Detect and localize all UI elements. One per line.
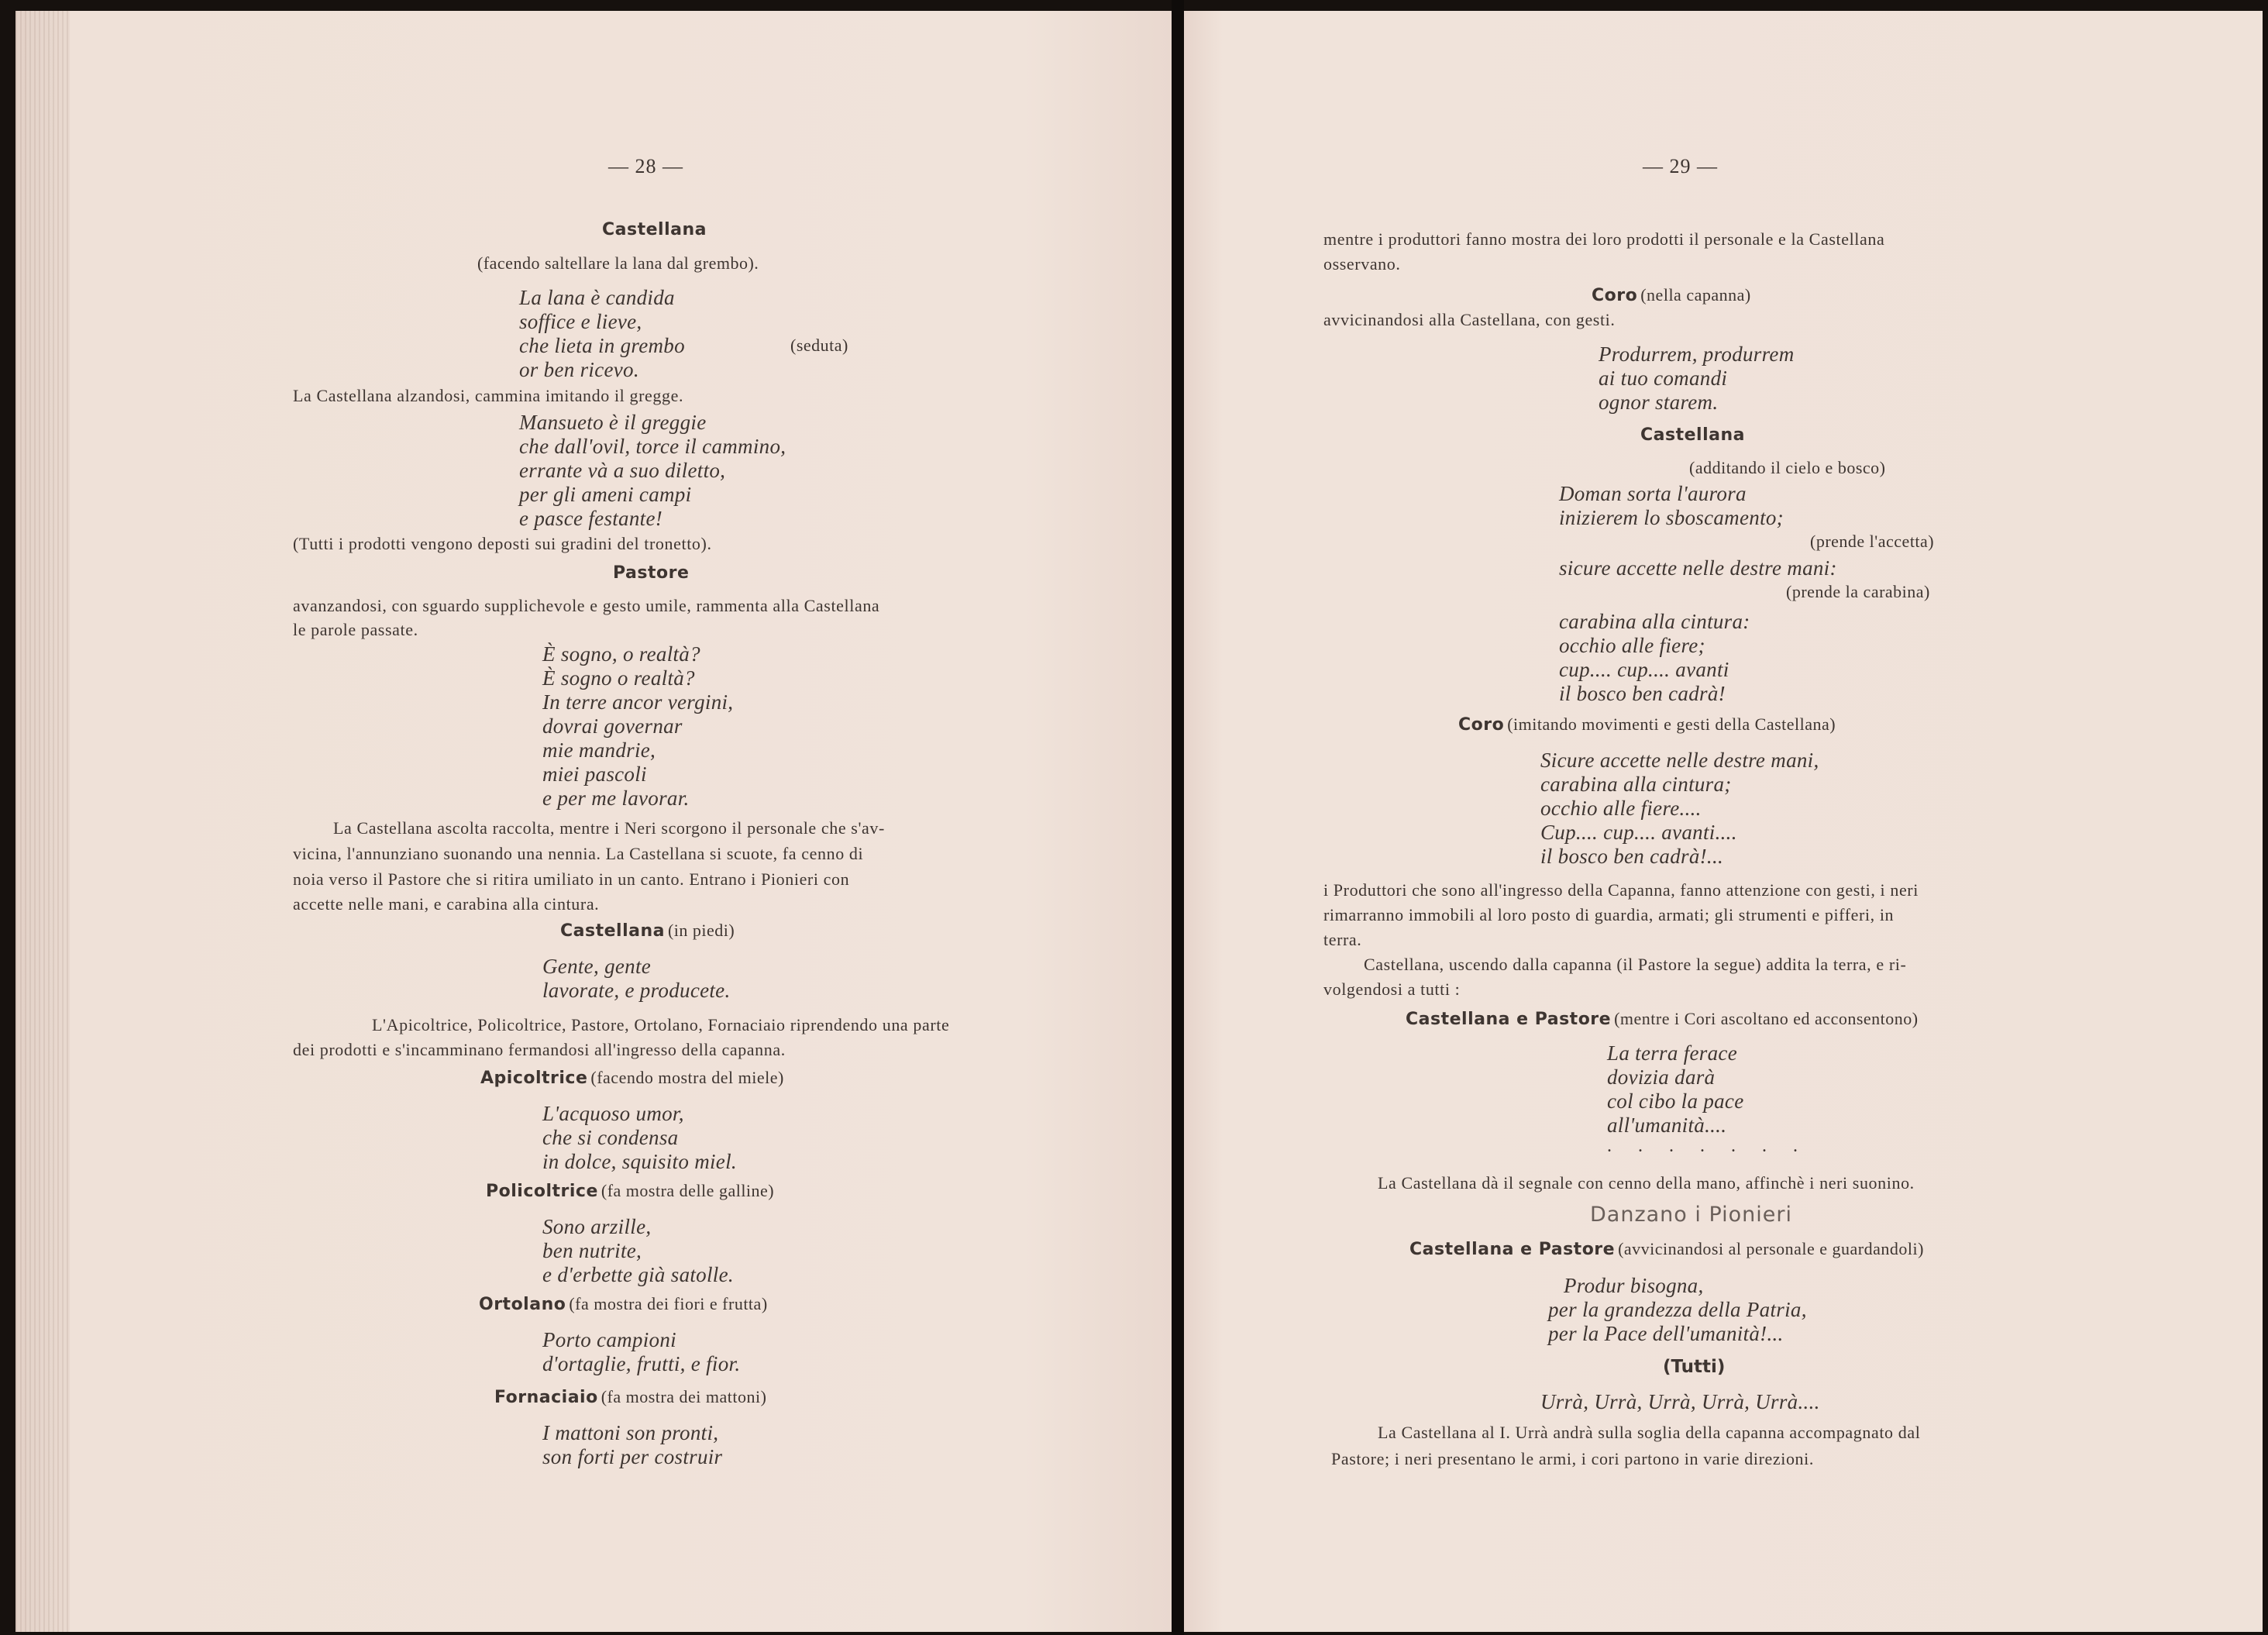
verse-line: per la grandezza della Patria,: [1548, 1298, 1807, 1321]
verse-line: e pasce festante!: [519, 507, 663, 530]
verse-line: Produrrem, produrrem: [1599, 342, 1795, 366]
page-edge: [15, 11, 70, 1632]
speaker-line: [480, 1068, 784, 1088]
speaker-line: [494, 1387, 766, 1407]
verse-line: ai tuo comandi: [1599, 367, 1728, 390]
speaker-policoltrice: Policoltrice: [486, 1182, 598, 1201]
stage-direction: (facendo mostra del miele): [590, 1068, 784, 1087]
verse-line: che si condensa: [542, 1126, 679, 1149]
stage-direction: La Castellana al I. Urrà andrà sulla soglia della capanna accompagnato dal: [1378, 1423, 1921, 1442]
stage-direction: i Produttori che sono all'ingresso della Capanna, fanno attenzione con gesti, i neri: [1323, 880, 1919, 900]
speaker-line: [1592, 285, 1751, 305]
verse-line: La lana è candida: [519, 286, 675, 309]
stage-direction: accette nelle mani, e carabina alla cintura.: [293, 894, 600, 914]
stage-direction: (Tutti i prodotti vengono deposti sui gradini del tronetto).: [293, 534, 712, 553]
left-page: [15, 11, 1172, 1632]
verse-line: che lieta in grembo: [519, 334, 685, 357]
stage-direction: dei prodotti e s'incamminano fermandosi all'ingresso della capanna.: [293, 1040, 786, 1059]
speaker-castellana: Castellana: [1640, 425, 1745, 445]
verse-line: I mattoni son pronti,: [542, 1421, 719, 1444]
stage-aside: (prende la carabina): [1786, 582, 1930, 601]
stage-direction: (avvicinandosi al personale e guardandoli): [1618, 1239, 1924, 1258]
stage-direction: L'Apicoltrice, Policoltrice, Pastore, Ortolano, Fornaciaio riprendendo una parte: [372, 1015, 950, 1034]
speaker-castellana-e-pastore: Castellana e Pastore: [1409, 1240, 1616, 1259]
stage-direction: (fa mostra delle galline): [601, 1181, 775, 1200]
verse-line: Sono arzille,: [542, 1215, 652, 1238]
verse-line: sicure accette nelle destre mani:: [1559, 556, 1837, 580]
speaker-apicoltrice: Apicoltrice: [480, 1069, 588, 1088]
stage-direction: noia verso il Pastore che si ritira umiliato in un canto. Entrano i Pionieri con: [293, 869, 850, 889]
verse-line: per gli ameni campi: [519, 483, 692, 506]
verse-line: col cibo la pace: [1607, 1089, 1744, 1113]
verse-line: L'acquoso umor,: [542, 1102, 684, 1125]
stage-direction: le parole passate.: [293, 620, 418, 639]
stage-direction: Pastore; i neri presentano le armi, i cori partono in varie direzioni.: [1331, 1449, 1814, 1468]
verse-line: ognor starem.: [1599, 391, 1719, 414]
verse-line: all'umanità....: [1607, 1114, 1727, 1137]
verse-line: d'ortaglie, frutti, e fior.: [542, 1352, 741, 1375]
stage-direction: avvicinandosi alla Castellana, con gesti.: [1323, 310, 1616, 329]
speaker-fornaciaio: Fornaciaio: [494, 1388, 598, 1407]
urra-line: Urrà, Urrà, Urrà, Urrà, Urrà....: [1540, 1390, 1820, 1413]
speaker-line: [1406, 1009, 1919, 1029]
stage-direction: (mentre i Cori ascoltano ed acconsentono): [1614, 1009, 1919, 1028]
tutti-heading: (Tutti): [1663, 1357, 1726, 1377]
right-page: [1184, 11, 2263, 1632]
stage-direction: rimarranno immobili al loro posto di guardia, armati; gli strumenti e pifferi, in: [1323, 905, 1895, 924]
verse-line: Sicure accette nelle destre mani,: [1540, 749, 1819, 772]
verse-line: il bosco ben cadrà!...: [1540, 845, 1724, 868]
verse-line: La terra ferace: [1607, 1041, 1737, 1065]
stage-direction: (additando il cielo e bosco): [1689, 458, 1886, 477]
dance-heading: Danzano i Pionieri: [1590, 1203, 1792, 1227]
stage-aside: (prende l'accetta): [1810, 532, 1935, 551]
stage-direction: La Castellana dà il segnale con cenno della mano, affinchè i neri suonino.: [1378, 1173, 1915, 1193]
verse-line: ben nutrite,: [542, 1239, 642, 1262]
speaker-coro: Coro: [1592, 286, 1638, 305]
verse-line: son forti per costruir: [542, 1445, 723, 1468]
verse-line: È sogno, o realtà?: [542, 642, 700, 666]
stage-aside: (seduta): [790, 336, 848, 355]
speaker-ortolano: Ortolano: [479, 1295, 566, 1314]
verse-line: lavorate, e producete.: [542, 979, 731, 1002]
verse-line: e d'erbette già satolle.: [542, 1263, 734, 1286]
verse-line: occhio alle fiere....: [1540, 797, 1702, 820]
book-gutter: [1172, 0, 1184, 1635]
verse-line: Doman sorta l'aurora: [1559, 482, 1747, 505]
verse-line: or ben ricevo.: [519, 358, 639, 381]
speaker-line: [1458, 714, 1836, 735]
verse-line: per la Pace dell'umanità!...: [1548, 1322, 1784, 1345]
verse-line: inizierem lo sboscamento;: [1559, 506, 1784, 529]
speaker-line: [486, 1181, 774, 1201]
verse-line: Mansueto è il greggie: [519, 411, 707, 434]
verse-line: Gente, gente: [542, 955, 652, 978]
stage-direction: osservano.: [1323, 254, 1401, 274]
stage-direction: (imitando movimenti e gesti della Castellana): [1507, 714, 1836, 734]
speaker-coro: Coro: [1458, 715, 1505, 735]
verse-line: occhio alle fiere;: [1559, 634, 1705, 657]
verse-line: miei pascoli: [542, 762, 647, 786]
verse-line: È sogno o realtà?: [542, 666, 695, 690]
speaker-castellana: Castellana: [560, 921, 665, 941]
speaker-line: [560, 921, 735, 941]
page-number-28: — 28 —: [608, 155, 683, 177]
verse-line: Porto campioni: [542, 1328, 676, 1351]
verse-line: soffice e lieve,: [519, 310, 642, 333]
verse-line: Cup.... cup.... avanti....: [1540, 821, 1737, 844]
stage-direction: (in piedi): [667, 921, 735, 940]
verse-line: mie mandrie,: [542, 738, 656, 762]
stage-direction: Castellana, uscendo dalla capanna (il Pastore la segue) addita la terra, e ri-: [1364, 955, 1907, 974]
speaker-line: [479, 1294, 768, 1314]
verse-line: Produr bisogna,: [1564, 1274, 1704, 1297]
stage-direction: (nella capanna): [1640, 285, 1751, 305]
stage-direction: La Castellana ascolta raccolta, mentre i Neri scorgono il personale che s'av-: [333, 818, 885, 838]
verse-line: cup.... cup.... avanti: [1559, 658, 1729, 681]
stage-direction: (fa mostra dei mattoni): [601, 1387, 767, 1406]
verse-line: carabina alla cintura:: [1559, 610, 1750, 633]
verse-line: in dolce, squisito miel.: [542, 1150, 737, 1173]
verse-line: il bosco ben cadrà!: [1559, 682, 1726, 705]
ellipsis-dots: . . . . . . .: [1607, 1136, 1809, 1156]
stage-direction: terra.: [1323, 930, 1362, 949]
speaker-castellana: Castellana: [602, 220, 707, 239]
page-number-29: — 29 —: [1643, 155, 1718, 177]
verse-line: dovizia darà: [1607, 1065, 1716, 1089]
stage-direction: volgendosi a tutti :: [1323, 979, 1461, 999]
stage-direction: vicina, l'annunziano suonando una nennia. La Castellana si scuote, fa cenno di: [293, 844, 864, 863]
verse-line: dovrai governar: [542, 714, 683, 738]
verse-line: In terre ancor vergini,: [542, 690, 734, 714]
verse-line: e per me lavorar.: [542, 787, 690, 810]
verse-line: che dall'ovil, torce il cammino,: [519, 435, 786, 458]
verse-line: carabina alla cintura;: [1540, 773, 1732, 796]
speaker-pastore: Pastore: [613, 563, 690, 583]
stage-direction: (fa mostra dei fiori e frutta): [569, 1294, 768, 1313]
stage-direction: La Castellana alzandosi, cammina imitando il gregge.: [293, 386, 684, 405]
stage-direction: (facendo saltellare la lana dal grembo).: [477, 253, 759, 273]
speaker-castellana-e-pastore: Castellana e Pastore: [1406, 1010, 1612, 1029]
stage-direction: mentre i produttori fanno mostra dei loro prodotti il personale e la Castellana: [1323, 229, 1885, 249]
speaker-line: [1409, 1239, 1924, 1259]
stage-direction: avanzandosi, con sguardo supplichevole e gesto umile, rammenta alla Castellana: [293, 596, 880, 615]
verse-line: errante và a suo diletto,: [519, 459, 726, 482]
